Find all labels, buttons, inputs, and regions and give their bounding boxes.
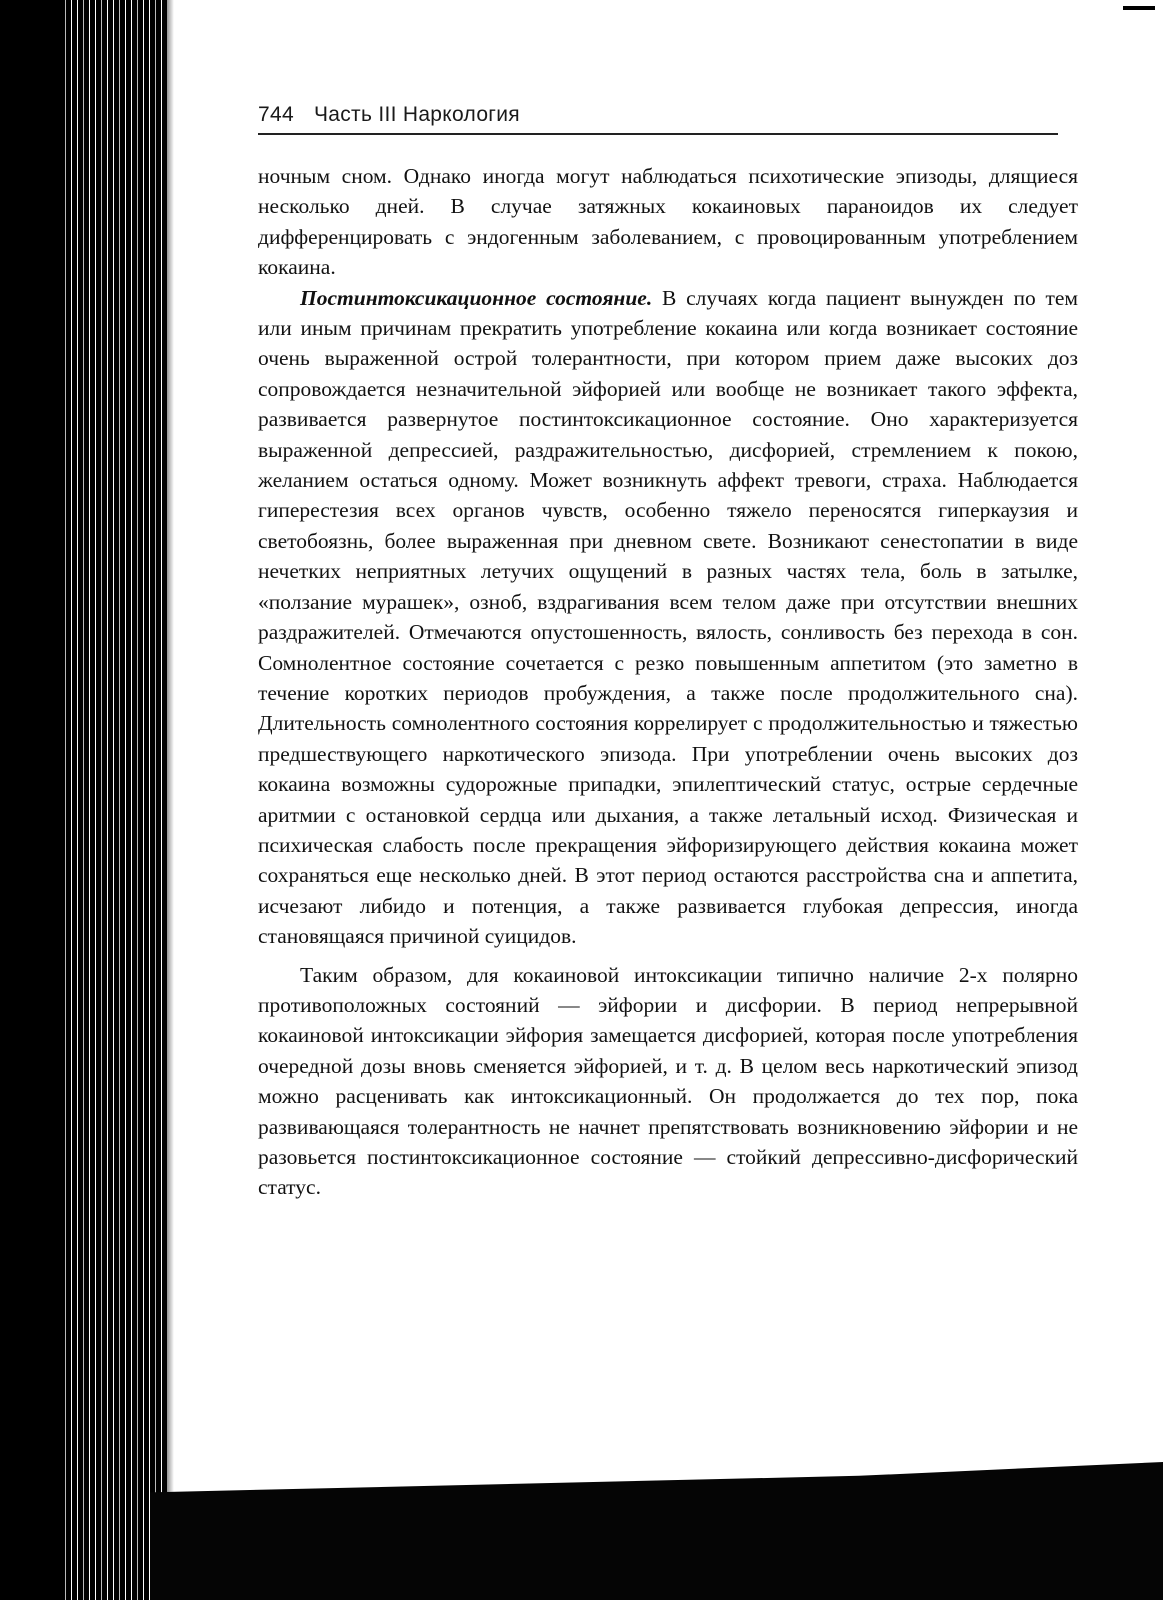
header-rule [258, 133, 1058, 135]
running-title: Часть III Наркология [313, 103, 520, 126]
scan-bottom-shadow [150, 1462, 1163, 1600]
paragraph-postintoxication [258, 283, 1078, 952]
book-page [258, 98, 1078, 1203]
paragraph-text: Таким образом, для кокаиновой интоксикации типично наличие 2-х полярно противоположных состояний — эйфории и дисфории. В период непрерывной кокаиновой интоксикации эйфория замещается дисфорией, которая после употребления очередной дозы вновь сменяется эйфорией, и т. д. В целом весь наркотический эпизод можно расценивать как интоксикационный. Он продолжается до тех пор, пока развивающаяся толерантность не начнет препятствовать возникновению эйфории и не разовьется постинтоксикационное состояние — стойкий депрессивно-дисфорический статус. [258, 962, 1078, 1200]
running-head [258, 98, 1078, 132]
paragraph-conclusion [258, 960, 1078, 1203]
paragraph-text: В случаях когда пациент вынужден по тем или иным причинам прекратить употребление кокаина или когда возникает состояние очень выраженной острой толерантности, при котором прием даже высоких доз сопровождается незначительной эйфорией или вообще не возникает такого эффекта, развивается развернутое постинтоксикационное состояние. Оно характеризуется выраженной депрессией, раздражительностью, дисфорией, стремлением к покою, желанием остаться одному. Может возникнуть аффект тревоги, страха. Наблюдается гиперестезия всех органов чувств, особенно тяжело переносятся гиперкаузия и светобоязнь, более выраженная при дневном свете. Возникают сенестопатии в виде нечетких неприятных летучих ощущений в разных частях тела, боль в затылке, «ползание мурашек», озноб, вздрагивания всем телом даже при отсутствии внешних раздражителей. Отмечаются опустошенность, вялость, сонливость без перехода в сон. Сомнолентное состояние сочетается с резко повышенным аппетитом (это заметно в течение коротких периодов пробуждения, а также после продолжительного сна). Длительность сомнолентного состояния коррелирует с продолжительностью и тяжестью предшествующего наркотического эпизода. При употреблении очень высоких доз кокаина возможны судорожные припадки, эпилептический статус, острые сердечные аритмии с остановкой сердца или дыхания, а также летальный исход. Физическая и психическая слабость после прекращения эйфоризирующего действия кокаина может сохраняться еще несколько дней. В этот период остаются расстройства сна и аппетита, исчезают либидо и потенция, а также развивается глубокая депрессия, иногда становящаяся причиной суицидов. [258, 285, 1079, 949]
paragraph-continuation [258, 161, 1078, 283]
page-number: 744 [258, 103, 294, 126]
scan-corner-mark [1123, 6, 1155, 10]
section-run-in-heading: Постинтоксикационное состояние. [300, 285, 653, 310]
book-spine-shadow [0, 0, 168, 1600]
paragraph-text: ночным сном. Однако иногда могут наблюдаться психотические эпизоды, длящиеся несколько дней. В случае затяжных кокаиновых параноидов их следует дифференцировать с эндогенным заболеванием, с провоцированным употреблением кокаина. [258, 164, 1078, 280]
